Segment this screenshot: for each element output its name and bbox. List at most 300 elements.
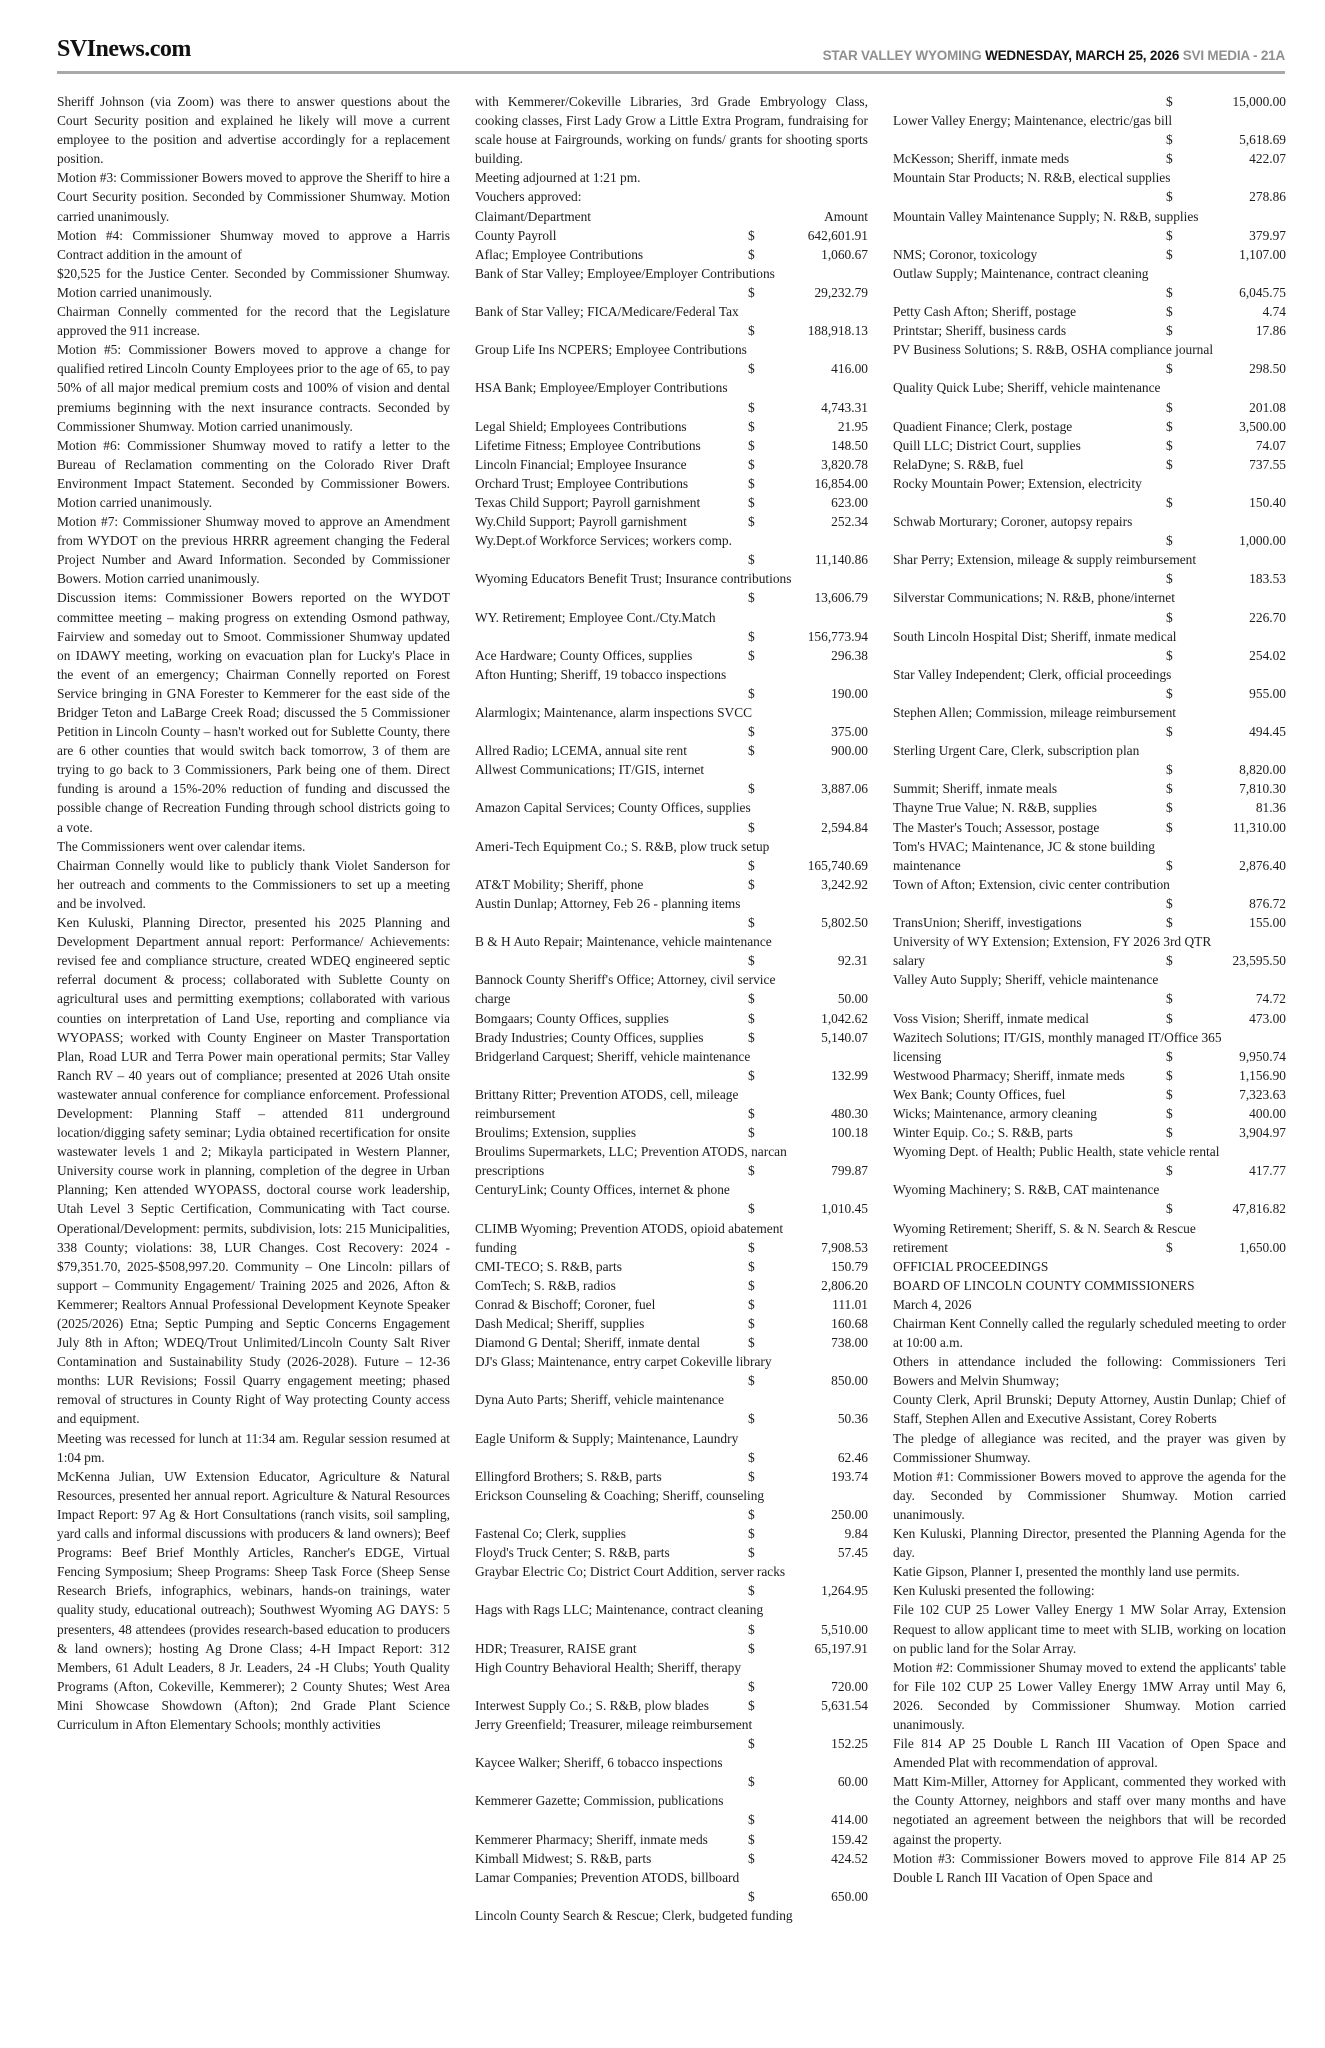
claimant-tail: retirement [893, 1239, 949, 1255]
paragraph: Katie Gipson, Planner I, presented the monthly land use permits. [893, 1564, 1240, 1580]
amount: 1,010.45 [821, 1201, 868, 1217]
dollar-sign: $ [748, 1277, 755, 1293]
claimant: Mountain Valley Maintenance Supply; N. R&B, supplies [893, 208, 1199, 224]
dollar-sign: $ [748, 724, 755, 740]
voucher-row [893, 455, 1286, 474]
amount: 720.00 [831, 1678, 868, 1694]
claimant: McKesson; Sheriff, inmate meds [893, 151, 1070, 167]
dollar-sign: $ [1166, 361, 1173, 377]
amount: 65,197.91 [814, 1640, 868, 1656]
voucher-amount-row [475, 1677, 868, 1696]
dollar-sign: $ [1166, 857, 1173, 873]
dollar-sign: $ [748, 1545, 755, 1561]
voucher-amount-row [475, 550, 868, 569]
claimant: HDR; Treasurer, RAISE grant [475, 1640, 637, 1656]
paragraph: Motion #1: Commissioner Bowers moved to approve the agenda for the day. Seconded by Commissioner Shumway. Motion carried unanimously. [893, 1468, 1286, 1522]
claimant: South Lincoln Hospital Dist; Sheriff, inmate medical [893, 628, 1177, 644]
claimant: Lifetime Fitness; Employee Contributions [475, 437, 701, 453]
dollar-sign: $ [1166, 227, 1173, 243]
claimant: Erickson Counseling & Coaching; Sheriff, counseling [475, 1487, 765, 1503]
voucher-row [475, 646, 868, 665]
amount: 29,232.79 [814, 284, 868, 300]
paragraph: Ken Kuluski, Planning Director, presented the Planning Agenda for the day. [893, 1526, 1286, 1561]
claimant: Amazon Capital Services; County Offices, supplies [475, 800, 751, 816]
voucher-amount-row [893, 722, 1286, 741]
dollar-sign: $ [748, 456, 755, 472]
voucher-row [475, 1849, 868, 1868]
voucher-row [475, 455, 868, 474]
voucher-amount-row [893, 646, 1286, 665]
voucher-row [475, 1028, 868, 1047]
masthead-right [823, 48, 1285, 63]
voucher-row [475, 1333, 868, 1352]
claimant: Sterling Urgent Care, Clerk, subscription plan [893, 743, 1140, 759]
voucher-amount-row [893, 760, 1286, 779]
voucher-amount-row [475, 684, 868, 703]
voucher-amount-row [893, 130, 1286, 149]
dollar-sign: $ [748, 1697, 755, 1713]
amount: 1,107.00 [1239, 246, 1286, 262]
claimant: Broulims; Extension, supplies [475, 1125, 637, 1141]
claimant: Broulims Supermarkets, LLC; Prevention ATODS, narcan [475, 1144, 787, 1160]
amount: 6,045.75 [1239, 284, 1286, 300]
amount: 50.36 [837, 1411, 868, 1427]
amount: 193.74 [831, 1468, 868, 1484]
voucher-amount-row [893, 398, 1286, 417]
voucher-amount-row [475, 779, 868, 798]
claimant: Tom's HVAC; Maintenance, JC & stone building [893, 838, 1155, 854]
dollar-sign: $ [1166, 284, 1173, 300]
dollar-sign: $ [748, 743, 755, 759]
voucher-row [475, 226, 868, 245]
voucher-amount-row [475, 1620, 868, 1639]
amount: 955.00 [1249, 685, 1286, 701]
claimant: CenturyLink; County Offices, internet & phone [475, 1182, 730, 1198]
claimant: Ace Hardware; County Offices, supplies [475, 647, 693, 663]
voucher-row [475, 512, 868, 531]
claimant: Schwab Morturary; Coroner, autopsy repairs [893, 514, 1133, 530]
amount: 400.00 [1249, 1105, 1286, 1121]
claimant: Wyoming Retirement; Sheriff, S. & N. Search & Rescue [893, 1220, 1196, 1236]
amount: 737.55 [1249, 456, 1286, 472]
dollar-sign: $ [748, 1201, 755, 1217]
claimant-tail: funding [475, 1239, 517, 1255]
amount: 3,887.06 [821, 781, 868, 797]
amount: 3,500.00 [1239, 418, 1286, 434]
claimant: Wyoming Dept. of Health; Public Health, state vehicle rental [893, 1144, 1220, 1160]
claimant: Outlaw Supply; Maintenance, contract cleaning [893, 265, 1149, 281]
paragraph: Chairman Kent Connelly called the regularly scheduled meeting to order at 10:00 a.m. [893, 1316, 1286, 1351]
paragraph: Sheriff Johnson (via Zoom) was there to answer questions about the Court Security position and explained he likely will move a current employee to the position and advertise accordingly for a replacement position. [57, 94, 450, 167]
paragraph: Motion #7: Commissioner Shumway moved to approve an Amendment from WYDOT on the previous HRRR agreement changing the Federal Project Number and Award Information. Seconded by Commissioner Bowers. Motion carried unanimously. [57, 514, 450, 587]
claimant-header-label: Claimant/Department [475, 208, 592, 224]
article-content [57, 92, 1285, 2048]
dollar-sign: $ [748, 1850, 755, 1866]
column-2 [475, 92, 868, 2048]
voucher-row [893, 913, 1286, 932]
dollar-sign: $ [1166, 1163, 1173, 1179]
amount: 160.68 [831, 1316, 868, 1331]
amount: 183.53 [1249, 571, 1286, 587]
amount: 8,820.00 [1239, 762, 1286, 778]
dollar-sign: $ [748, 1029, 755, 1045]
claimant: Westwood Pharmacy; Sheriff, inmate meds [893, 1067, 1125, 1083]
voucher-amount-row [475, 951, 868, 970]
claimant: Eagle Uniform & Supply; Maintenance, Laundry [475, 1430, 739, 1446]
paragraph: Motion #6: Commissioner Shumway moved to ratify a letter to the Bureau of Reclamation commenting on the Colorado River Draft Environment Impact Statement. Seconded by Commissioner Bowers. Motion carried unanimously. [57, 437, 450, 510]
dollar-sign: $ [748, 361, 755, 377]
amount: 13,606.79 [814, 590, 868, 606]
claimant: Legal Shield; Employees Contributions [475, 418, 687, 434]
claimant: Allred Radio; LCEMA, annual site rent [475, 743, 687, 759]
amount: 738.00 [831, 1335, 868, 1351]
dollar-sign: $ [748, 1621, 755, 1637]
amount: 4.74 [1262, 304, 1286, 320]
claimant: Thayne True Value; N. R&B, supplies [893, 800, 1097, 816]
amount: 4,743.31 [821, 399, 868, 415]
claimant: Fastenal Co; Clerk, supplies [475, 1526, 627, 1542]
dollar-sign: $ [1166, 533, 1173, 549]
amount: 494.45 [1249, 724, 1286, 740]
masthead-media-page: SVI MEDIA - 21A [1182, 48, 1285, 63]
claimant: Wex Bank; County Offices, fuel [893, 1086, 1066, 1102]
amount: 11,140.86 [814, 552, 868, 568]
amount: 5,802.50 [821, 915, 868, 931]
voucher-table-header [475, 207, 868, 226]
claimant: Voss Vision; Sheriff, inmate medical [893, 1010, 1089, 1026]
claimant: University of WY Extension; Extension, FY 2026 3rd QTR [893, 934, 1212, 950]
dollar-sign: $ [1166, 418, 1173, 434]
claimant: Kemmerer Pharmacy; Sheriff, inmate meds [475, 1831, 708, 1847]
amount: 2,806.20 [821, 1277, 868, 1293]
amount: 188,918.13 [807, 323, 868, 339]
claimant: Town of Afton; Extension, civic center contribution [893, 876, 1170, 892]
voucher-row [893, 417, 1286, 436]
dollar-sign: $ [1166, 456, 1173, 472]
dollar-sign: $ [748, 1296, 755, 1312]
dollar-sign: $ [748, 1812, 755, 1828]
paragraph: Vouchers approved: [475, 189, 582, 205]
voucher-row [475, 1123, 868, 1142]
dollar-sign: $ [748, 857, 755, 873]
amount: 150.79 [831, 1258, 868, 1274]
amount: 9,950.74 [1239, 1048, 1286, 1064]
dollar-sign: $ [1166, 1086, 1173, 1102]
dollar-sign: $ [1166, 189, 1173, 205]
paragraph: The pledge of allegiance was recited, and the prayer was given by Commissioner Shumway. [893, 1430, 1286, 1465]
voucher-amount-row [475, 321, 868, 340]
voucher-amount-row [475, 398, 868, 417]
voucher-amount-row [475, 1887, 868, 1906]
amount: 1,650.00 [1239, 1239, 1286, 1255]
amount: 5,140.07 [821, 1029, 868, 1045]
amount: 11,310.00 [1232, 819, 1286, 835]
dollar-sign: $ [748, 1373, 755, 1389]
amount: 422.07 [1249, 151, 1286, 167]
claimant: Valley Auto Supply; Sheriff, vehicle maintenance [893, 972, 1159, 988]
amount: 159.42 [831, 1831, 868, 1847]
claimant: TransUnion; Sheriff, investigations [893, 915, 1082, 931]
dollar-sign: $ [748, 953, 755, 969]
voucher-row [893, 798, 1286, 817]
paragraph: Motion #3: Commissioner Bowers moved to approve File 814 AP 25 Double L Ranch III Vacation of Open Space and [893, 1850, 1286, 1885]
dollar-sign: $ [748, 1258, 755, 1274]
dollar-sign: $ [1166, 151, 1173, 167]
voucher-row [475, 1257, 868, 1276]
voucher-row [893, 302, 1286, 321]
claimant: Dash Medical; Sheriff, supplies [475, 1316, 645, 1331]
amount: 1,264.95 [821, 1583, 868, 1599]
claimant: Texas Child Support; Payroll garnishment [475, 494, 701, 510]
claimant: Quadient Finance; Clerk, postage [893, 418, 1073, 434]
voucher-amount-row [475, 283, 868, 302]
masthead-date: WEDNESDAY, MARCH 25, 2026 [985, 48, 1180, 63]
dollar-sign: $ [1166, 246, 1173, 262]
amount: 132.99 [831, 1067, 868, 1083]
voucher-row [893, 1104, 1286, 1123]
claimant: Ellingford Brothers; S. R&B, parts [475, 1468, 662, 1484]
amount: 379.97 [1249, 227, 1286, 243]
amount: 9.84 [844, 1526, 868, 1542]
voucher-row [893, 818, 1286, 837]
dollar-sign: $ [1166, 1048, 1173, 1064]
dollar-sign: $ [748, 915, 755, 931]
claimant: Bannock County Sheriff's Office; Attorney, civil service [475, 972, 776, 988]
amount: 92.31 [837, 953, 868, 969]
paragraph: Chairman Connelly commented for the record that the Legislature approved the 911 increase. [57, 304, 450, 339]
paragraph: Meeting adjourned at 1:21 pm. [475, 170, 641, 186]
voucher-amount-row [475, 1371, 868, 1390]
claimant: High Country Behavioral Health; Sheriff, therapy [475, 1659, 742, 1675]
voucher-amount-row [475, 359, 868, 378]
claimant: CLIMB Wyoming; Prevention ATODS, opioid abatement [475, 1220, 784, 1236]
amount: 17.86 [1255, 323, 1286, 339]
claimant: Brittany Ritter; Prevention ATODS, cell, mileage [475, 1086, 739, 1102]
voucher-row [475, 493, 868, 512]
dollar-sign: $ [748, 418, 755, 434]
claimant: Conrad & Bischoff; Coroner, fuel [475, 1296, 656, 1312]
voucher-row [893, 436, 1286, 455]
claimant: Petty Cash Afton; Sheriff, postage [893, 304, 1077, 320]
amount: 799.87 [831, 1163, 868, 1179]
claimant: Graybar Electric Co; District Court Addition, server racks [475, 1564, 786, 1580]
amount: 876.72 [1249, 895, 1286, 911]
dollar-sign: $ [1166, 953, 1173, 969]
dollar-sign: $ [748, 1335, 755, 1351]
amount: 74.72 [1255, 991, 1286, 1007]
voucher-amount-row [893, 856, 1286, 875]
claimant-tail: prescriptions [475, 1163, 545, 1179]
claimant: Aflac; Employee Contributions [475, 246, 644, 262]
dollar-sign: $ [748, 1736, 755, 1752]
claimant: Interwest Supply Co.; S. R&B, plow blades [475, 1697, 709, 1713]
claimant: Group Life Ins NCPERS; Employee Contributions [475, 342, 747, 358]
dollar-sign: $ [1166, 991, 1173, 1007]
voucher-row [475, 1696, 868, 1715]
claimant: The Master's Touch; Assessor, postage [893, 819, 1100, 835]
claimant: Bank of Star Valley; FICA/Medicare/Federal Tax [475, 304, 739, 320]
voucher-row [475, 1314, 868, 1333]
dollar-sign: $ [1166, 781, 1173, 797]
voucher-amount-row [475, 1199, 868, 1218]
voucher-amount-row [475, 1581, 868, 1600]
claimant: Bank of Star Valley; Employee/Employer Contributions [475, 265, 775, 281]
voucher-amount-row [893, 283, 1286, 302]
claimant: Ameri-Tech Equipment Co.; S. R&B, plow truck setup [475, 838, 770, 854]
dollar-sign: $ [748, 494, 755, 510]
claimant: Quill LLC; District Court, supplies [893, 437, 1081, 453]
amount: 424.52 [831, 1850, 868, 1866]
paragraph: Motion #3: Commissioner Bowers moved to approve the Sheriff to hire a Court Security position. Seconded by Commissioner Shumway. Motion carried unanimously. [57, 170, 450, 224]
amount: 5,510.00 [821, 1621, 868, 1637]
claimant: Jerry Greenfield; Treasurer, mileage reimbursement [475, 1716, 753, 1732]
amount: 226.70 [1249, 609, 1286, 625]
amount: 16,854.00 [814, 475, 868, 491]
claimant: Hags with Rags LLC; Maintenance, contract cleaning [475, 1602, 764, 1618]
amount: 278.86 [1249, 189, 1286, 205]
claimant: Kemmerer Gazette; Commission, publications [475, 1793, 724, 1809]
amount: 57.45 [837, 1545, 868, 1561]
dollar-sign: $ [748, 781, 755, 797]
amount: 152.25 [831, 1736, 868, 1752]
amount: 1,042.62 [821, 1010, 868, 1026]
voucher-row [475, 1276, 868, 1295]
amount: 23,595.50 [1232, 953, 1286, 969]
claimant: Wy.Dept.of Workforce Services; workers comp. [475, 533, 732, 549]
claimant: B & H Auto Repair; Maintenance, vehicle maintenance [475, 934, 772, 950]
amount: 155.00 [1249, 915, 1286, 931]
claimant: Alarmlogix; Maintenance, alarm inspections SVCC [475, 705, 753, 720]
claimant-tail: licensing [893, 1048, 942, 1064]
dollar-sign: $ [748, 1316, 755, 1331]
dollar-sign: $ [748, 991, 755, 1007]
paragraph: Motion #2: Commissioner Shumay moved to extend the applicants' table for File 102 CUP 25 Lower Valley Energy 1MW Array until May 6, 2026. Seconded by Commissioner Shumway. Motion carried unanimously. [893, 1659, 1286, 1732]
claimant: Bomgaars; County Offices, supplies [475, 1010, 669, 1026]
dollar-sign: $ [748, 1163, 755, 1179]
paragraph: Others in attendance included the following: Commissioners Teri Bowers and Melvin Shumway; [893, 1354, 1286, 1389]
amount: 21.95 [837, 418, 868, 434]
claimant: Winter Equip. Co.; S. R&B, parts [893, 1125, 1073, 1141]
claimant: Rocky Mountain Power; Extension, electricity [893, 475, 1142, 491]
claimant: Summit; Sheriff, inmate meals [893, 781, 1058, 797]
claimant-tail: charge [475, 991, 511, 1007]
dollar-sign: $ [748, 475, 755, 491]
masthead [57, 36, 1285, 74]
amount: 111.01 [832, 1296, 868, 1312]
claimant: Lamar Companies; Prevention ATODS, billboard [475, 1869, 740, 1885]
voucher-row [893, 779, 1286, 798]
claimant: Wy.Child Support; Payroll garnishment [475, 514, 687, 530]
amount: 650.00 [831, 1888, 868, 1904]
paragraph: $20,525 for the Justice Center. Seconded by Commissioner Shumway. Motion carried unanimously. [57, 265, 450, 300]
amount: 74.07 [1255, 437, 1286, 453]
dollar-sign: $ [748, 1468, 755, 1484]
claimant: DJ's Glass; Maintenance, entry carpet Cokeville library [475, 1354, 772, 1370]
dollar-sign: $ [1166, 1105, 1173, 1121]
claimant: Lincoln Financial; Employee Insurance [475, 456, 687, 472]
dollar-sign: $ [748, 685, 755, 701]
voucher-row [475, 1830, 868, 1849]
dollar-sign: $ [748, 1239, 755, 1255]
dollar-sign: $ [1166, 304, 1173, 320]
voucher-row [475, 875, 868, 894]
dollar-sign: $ [1166, 323, 1173, 339]
claimant: Printstar; Sheriff, business cards [893, 323, 1067, 339]
dollar-sign: $ [1166, 571, 1173, 587]
voucher-amount-row [893, 1238, 1286, 1257]
amount: 60.00 [837, 1774, 868, 1790]
dollar-sign: $ [748, 399, 755, 415]
voucher-amount-row [475, 1161, 868, 1180]
dollar-sign: $ [748, 1067, 755, 1083]
dollar-sign: $ [1166, 895, 1173, 911]
voucher-amount-row [893, 1047, 1286, 1066]
dollar-sign: $ [748, 246, 755, 262]
claimant: NMS; Coronor, toxicology [893, 246, 1038, 262]
amount: 375.00 [831, 724, 868, 740]
dollar-sign: $ [748, 284, 755, 300]
dollar-sign: $ [1166, 494, 1173, 510]
amount: 81.36 [1255, 800, 1286, 816]
amount: 642,601.91 [807, 227, 868, 243]
amount: 473.00 [1249, 1010, 1286, 1026]
voucher-amount-row [893, 608, 1286, 627]
dollar-sign: $ [748, 1449, 755, 1465]
voucher-row [475, 436, 868, 455]
voucher-amount-row [475, 1505, 868, 1524]
dollar-sign: $ [1166, 819, 1173, 835]
claimant: Mountain Star Products; N. R&B, electical supplies [893, 170, 1171, 186]
site-name: SVInews.com [57, 36, 191, 62]
dollar-sign: $ [1166, 1067, 1173, 1083]
voucher-row [893, 245, 1286, 264]
amount: 1,060.67 [821, 246, 868, 262]
claimant: Floyd's Truck Center; S. R&B, parts [475, 1545, 670, 1561]
paragraph: County Clerk, April Brunski; Deputy Attorney, Austin Dunlap; Chief of Staff, Stephen Allen and Executive Assistant, Corey Roberts [893, 1392, 1286, 1427]
amount: 254.02 [1249, 647, 1286, 663]
amount: 201.08 [1249, 399, 1286, 415]
claimant: Lincoln County Search & Rescue; Clerk, budgeted funding [475, 1907, 793, 1923]
claimant: CMI-TECO; S. R&B, parts [475, 1258, 622, 1274]
amount: 15,000.00 [1232, 94, 1286, 109]
voucher-amount-row [475, 588, 868, 607]
claimant: AT&T Mobility; Sheriff, phone [475, 876, 644, 892]
amount: 1,000.00 [1239, 533, 1286, 549]
voucher-row [475, 417, 868, 436]
claimant: Kimball Midwest; S. R&B, parts [475, 1850, 652, 1866]
paragraph: Ken Kuluski presented the following: [893, 1583, 1095, 1599]
dollar-sign: $ [748, 1105, 755, 1121]
dollar-sign: $ [748, 437, 755, 453]
voucher-amount-row [893, 359, 1286, 378]
dollar-sign: $ [748, 552, 755, 568]
voucher-row [893, 1066, 1286, 1085]
amount: 296.38 [831, 647, 868, 663]
dollar-sign: $ [1166, 399, 1173, 415]
amount: 250.00 [831, 1506, 868, 1522]
column-1 [57, 92, 450, 2048]
amount: 3,820.78 [821, 456, 868, 472]
dollar-sign: $ [748, 1583, 755, 1599]
claimant: Quality Quick Lube; Sheriff, vehicle maintenance [893, 380, 1161, 396]
amount: 416.00 [831, 361, 868, 377]
claimant: Kaycee Walker; Sheriff, 6 tobacco inspections [475, 1755, 723, 1771]
amount: 1,156.90 [1239, 1067, 1286, 1083]
voucher-amount-row [475, 722, 868, 741]
dollar-sign: $ [748, 590, 755, 606]
amount-header-label: Amount [824, 208, 868, 224]
claimant: Dyna Auto Parts; Sheriff, vehicle maintenance [475, 1392, 724, 1408]
